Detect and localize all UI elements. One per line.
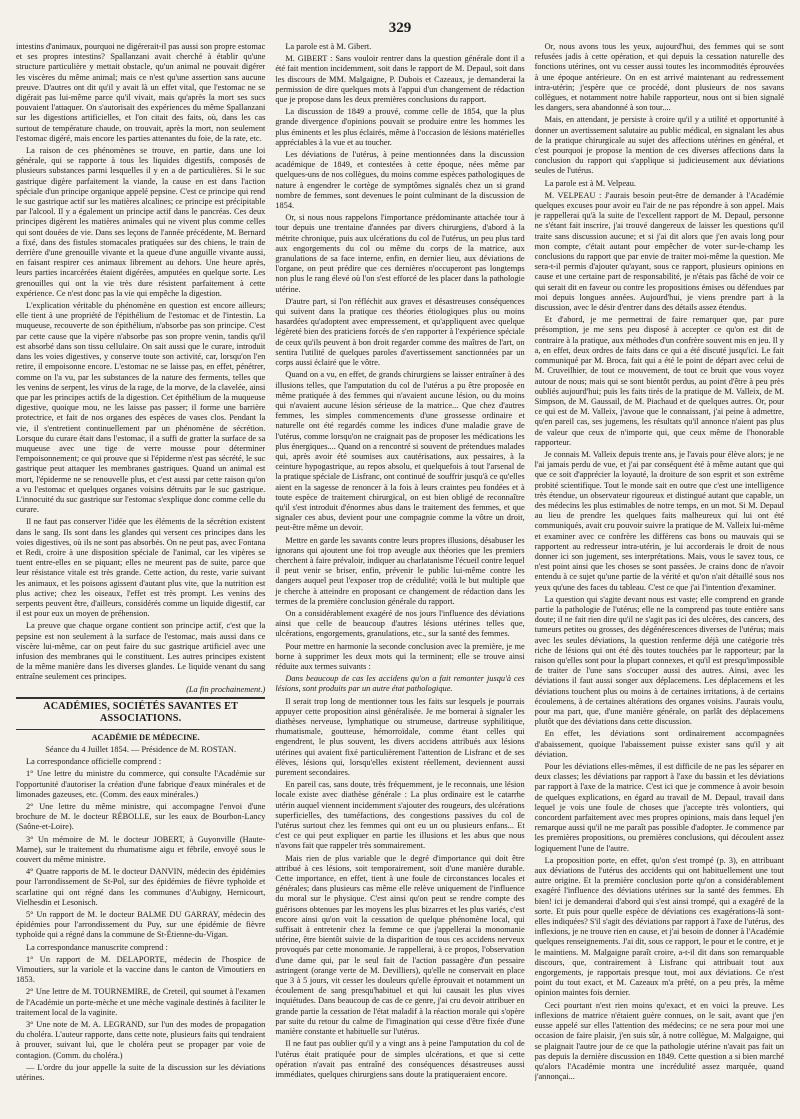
column-3 — [535, 42, 784, 1102]
paragraph: La proposition porte, en effet, qu'on s'est trompé (p. 3), en attribuant aux déviations de l'utérus des accidents qui ont habituellement une tout autre origine. Et la première conclusion porte qu'on a considérablement exagéré l'influence des déviations utérines sur la santé des femmes. Eh bien! ici je demanderai d'abord qui s'est ainsi trompé, qui a exagéré de la sorte. Et puis pour quelle espèce de déviations ces exagérations-là sont-elles indiquées? S'il s'agit des déviations par rapport à l'axe de l'utérus, des inflexions, je ne trouve rien en cause, et j'ai besoin de donner à l'Académie quelques renseignements. J'ai dit, sous ce rapport, le pour et le contre, et je le maintiens. M. Malgaigne paraît croire, a-t-il dit dans son remarquable discours, que, contrairement à Lisfranc qui attribuait tout aux engorgements, je rapportais presque tout, moi aux déviations. Ce n'est point du tout exact, et M. Cazeaux m'a prêté, on a peu près, la même opinion maintes fois dernier. — [534, 855, 784, 998]
session-line: Séance du 4 Juillet 1854. — Présidence de M. ROSTAN. — [45, 745, 237, 754]
section-divider-bottom — [16, 729, 265, 730]
paragraph: M. VELPEAU : J'aurais besoin peut-être de demander à l'Académie quelques excuses pour avoir eu l'air de ne pas répondre à son appel. Mais je rappellerai qu'à la suite de l'excellent rapport de M. Depaul, personne ne s'étant fait inscrire, j'ai trouvé dangereux de laisser les questions qu'il traite sans discussion aucune; et si j'ai dit alors que j'en avais long pour mon compte, c'était autant pour empêcher de voter sur-le-champ les conclusions du rapport que par envie de traiter moi-même la question. Me sera-t-il permis d'ajouter qu'ayant, sous ce rapport, plusieurs opinions en cause et une certaine part de responsabilité, je n'étais pas fâché de voir ce qui serait dit en faveur ou contre les propositions émises ou défendues par moi depuis longues années. Aujourd'hui, je viens prendre part à la discussion, avec le désir d'entrer dans des détails assez étendus. — [534, 190, 784, 313]
paragraph: En effet, les déviations sont ordinairement accompagnées d'abaissement, quoique l'abaissement puisse exister sans qu'il y ait déviation. — [534, 729, 784, 759]
academy-heading: ACADÉMIE DE MÉDECINE. — [91, 732, 200, 742]
correspondence-item: 1° Une lettre du ministre du commerce, qui consulte l'Académie sur l'opportunité d'autoriser la création d'une fabrique d'eaux minérales et de limonades gazeuses, etc. (Comm. des eaux minérales.) — [16, 769, 266, 799]
paragraph: Mettre en garde les savants contre leurs propres illusions, désabuser les ignorans qui ajoutent une foi trop aveugle aux théories que les premiers cherchent à faire prévaloir, indiquer au charlatanisme l'écueil contre lequel il peut venir se briser, enfin, prévenir le public lui-même contre les dangers auquel peut l'exposer trop de crédulité; voilà le but multiple que je cherche à atteindre en proposant ce changement de rédaction dans les termes de la première conclusion générale du rapport. — [275, 535, 525, 606]
column-1 — [16, 42, 265, 1102]
paragraph: M. GIBERT : Sans vouloir rentrer dans la question générale dont il a été fait mention incidemment, soit dans le rapport de M. Depaul, soit dans les discours de MM. Malgaigne, P. Dubois et Cazeaux, je demanderai la permission de dire quelques mots à l'appui d'un changement de rédaction que je propose dans les deux premières conclusions du rapport. — [275, 54, 525, 105]
correspondence-item: 3° Une note de M. A. LEGRAND, sur l'un des modes de propagation du choléra. L'auteur rapporte, dans cette note, plusieurs faits qui tendraient à prouver, suivant lui, que le choléra peut se propager par voie de contagion. (Comm. du choléra.) — [16, 1020, 266, 1060]
section-divider-top — [16, 697, 265, 699]
paragraph: La correspondance officielle comprend : — [26, 757, 162, 767]
paragraph: La question qui s'agite devant nous est vaste; elle comprend en grande partie la pathologie de l'utérus; elle ne la comprend pas toute entière sans doute; il ne fait rien dire qu'il ne s'agit pas ici des ulcères, des cancers, des tumeurs petites ou grosses, des dégénérescences diverses de l'utérus; mais avec les seules déviations, la question renferme déjà une catégorie très riche de lésions qui ont été dès toutes touchées par le rapporteur; par la raison qu'elles sont pour la plupart connexes, et qu'il est presqu'impossible de traiter de l'une sans s'occuper aussi des autres. Ainsi, avec les déviations il faut aussi songer aux déplacemens. Les déplacemens et les déviations touchent plus ou moins à de certaines irritations, à de certains écoulemens, à de certaines altérations des organes voisins. J'aurais voulu, pour ma part, que, d'une manière générale, on parlât des déplacemens plutôt que des déviations dans cette discussion. — [534, 594, 784, 727]
page-number: 329 — [388, 20, 412, 36]
paragraph: L'explication véritable du phénomène en question est encore ailleurs; elle tient à une propriété de l'épithélium de l'estomac et de l'intestin. La muqueuse, recouverte de son épithélium, n'absorbe pas son principe. C'est par cette cause que la vipère n'absorbe pas son propre venin, tandis qu'il est absorbé dans son tissu cellulaire. On sait aussi que le curare, introduit dans les voies digestives, y conserve toute son activité, car, lorsqu'on l'en retire, il empoisonne encore. L'estomac ne se laisse pas, en effet, pénétrer, comme on l'a vu, par les substances de la nature des ferments, telles que les venins de serpent, les virus de la rage, de la morve, de la clavelée, ainsi que par les principes actifs de la digestion. Cet épithélium de la muqueuse digestive, quoique mou, ne les laisse pas passer; il forme une barrière protectrice, et fait de nos organes des espèces de vases clos. Pendant la vie, il s'entretient continuellement par un phénomène de sécrétion. Lorsque du curare était dans l'estomac, il a suffi de gratter la surface de sa muqueuse avec une tige de verre mousse pour déterminer l'empoisonnement; ce qui prouve que si l'épiderme n'est pas sécrété, le suc gastrique peut attaquer les membranes gastriques. Quand un animal est mort, l'épiderme ne se renouvelle plus, et c'est aussi par cette raison qu'on a vu l'estomac et quelques organes voisins détruits par le suc gastrique. L'innocuité du suc gastrique sur l'estomac s'explique donc comme celle du curare. — [16, 301, 266, 515]
paragraph: La preuve que chaque organe contient son principe actif, c'est que la pepsine est non seulement à la surface de l'estomac, mais aussi dans ce viscère lui-même, car on peut faire du suc gastrique artificiel avec une infusion des membranes qui le constituent. Les autres principes existent de la même manière dans les diverses glandes. Le liquide venant du sang entraîne seulement ces principes. — [16, 621, 266, 682]
paragraph: La raison de ces phénomènes se trouve, en partie, dans une loi générale, qui se rapporte à tous les liquides digestifs, composés de plusieurs substances parmi lesquelles il y en a de particulières. Si le suc gastrique digère parfaitement la viande, la cause en est dans l'action spéciale d'un principe organique appelé pepsine. C'est ce principe qui rend le suc gastrique actif sur les matières alcalines; ce principe est précipitable par l'alcool. Il y a également un principe actif dans le pancréas. Ces deux principes digèrent les matières animales qui ne vivent plus comme celles qui sont douées de vie. Dans ses leçons de l'année précédente, M. Bernard a fixé, dans des fistules stomacales pratiquées sur des chiens, le train de derrière d'une grenouille vivante et la queue d'une anguille vivante aussi, en faisant respirer ces animaux librement au dehors. Une heure après, leurs parties incarcérées étaient digérées, amputées en quelque sorte. Les grenouilles qui ont la vie très dure résistent parfaitement à cette expérience. Ce n'est donc pas la vie qui empêche la digestion. — [16, 146, 266, 298]
paragraph: Pour mettre en harmonie la seconde conclusion avec la première, je me borne à supprimer les deux mots qui la terminent; elle se trouve ainsi réduite aux termes suivants : — [275, 641, 525, 671]
paragraph: En pareil cas, sans doute, très fréquemment, je le reconnais, une lésion locale existe avec diathèse générale : La plus ordinaire est le catarrhe utérin auquel viennent incidemment s'ajouter des rougeurs, des ulcérations superficielles, des tuméfactions, des congestions passives du col de l'utérus surtout chez les femmes qui ont eu un ou plusieurs enfans... Et c'est ce qui peut expliquer en partie les illusions et les abus que nous n'avons fait que rappeler très sommairement. — [275, 780, 525, 851]
correspondence-item: 4° Quatre rapports de M. le docteur DANVIN, médecin des épidémies pour l'arrondissement de St-Pol, sur des épidémies de fièvre typhoïde et scarlatine qui ont régné dans les communes d'Aubigny, Hernicourt, Vielhesdin et Lesonisch. — [16, 867, 266, 907]
paragraph: Il serait trop long de mentionner tous les faits sur lesquels je pourrais appuyer cette proposition ainsi généralisée. Je me bornerai à signaler les diathèses nerveuse, lymphatique ou strumeuse, dartreuse syphilitique, rhumatismale, goutteuse, hémorroïdale, comme étant celles qui engendrent, le plus souvent, les divers accidens attribués aux lésions utérines qui avaient fixé particulièrement l'attention de Lisfranc et de ses élèves, lésions qui, lorsqu'elles existent réellement, deviennent aussi purement secondaires. — [275, 696, 525, 778]
paragraph: La parole est à M. Velpeau. — [544, 178, 637, 188]
paragraph: D'autre part, si l'on réfléchit aux graves et désastreuses conséquences qui suivent dans la pratique ces théories étiologiques plus ou moins hasardées qu'adoptent avec empressement, et qu'appliquent avec quelque légèreté bien des praticiens forcés de s'en rapporter à l'expérience spéciale de ceux qu'ils peuvent à bon droit regarder comme des maîtres de l'art, on sentira l'utilité de quelques paroles d'avertissement sanctionnées par un corps aussi éclairé que le vôtre. — [275, 296, 525, 368]
paragraph: Mais, en attendant, je persiste à croire qu'il y a utilité et opportunité à donner un avertissement salutaire au public médical, en signalant les abus de la pratique chirurgicale au sujet des affections utérines en général, et c'est pourquoi je propose la mention de ces diverses affections dans la conclusion du rapport qui s'applique si judicieusement aux déviations seules de l'utérus. — [534, 115, 784, 176]
paragraph: Et d'abord, je me permettrai de faire remarquer que, par pure présomption, je me sens peu disposé à accepter ce qu'on est dit de contraire à la pratique, aux méthodes d'un confrère souvent mis en jeu. Il y a, en effet, deux ordres de faits dans ce qui a été discuté jusqu'ici. Le fait communiqué par M. Broca, fait qui a été le point de départ avec celui de M. Cruveilhier, de tout ce mouvement, de tout ce bruit que vous voyez autour de nous; mais qui se sont bientôt perdus, au point d'être à peu près oubliés aujourd'hui; puis les faits tirés de la pratique de M. Valleix, de M. Simpson, de M. Gaussail, de M. Piachaud et de quelques autres. Or, pour ce qui est de M. Valleix, j'avoue que le connaissant, j'ai peine à admettre, qu'en pareil cas, ses jugemens, les résultats qu'il annonce n'aient pas plus de valeur que ceux de n'importe qui, que ceux même de l'honorable rapporteur. — [534, 315, 784, 447]
paragraph: Mais rien de plus variable que le degré d'importance qui doit être attribué à ces lésions, soit temporairement, soit d'une manière durable. Cette importance, en effet, tient à une foule de circonstances locales et générales; dans plusieurs cas même elle relève uniquement de l'influence du moral sur le physique. C'est ainsi qu'on peut se rendre compte des guérisons obtenues par les moyens les plus bizarres et les plus variés, c'est encore ainsi qu'on voit la cessation de quelque phénomène local, qui suffisait à entretenir chez la femme ce que j'appellerai la monomanie utérine, être bientôt suivie de la disparition de tous ces accidens nerveux provoqués par cette monomanie. Je rappellerai, à ce propos, l'observation d'une dame qui, par le seul fait de l'action passagère d'un pessaire astringent (orange verte de M. Devilliers), qu'elle ne conservait en place que 3 à 5 jours, vit cesser les douleurs qu'elle éprouvait et notamment un écoulement de sang presqu'habituel et qui lui causait les plus vives inquiétudes. Dans beaucoup de cas de ce genre, j'ai cru devoir attribuer en grande partie la cessation de l'état maladif à la réaction morale qui s'opère par suite du retour du calme de l'imagination qui cesse d'être fixée d'une manière constante et habituelle sur l'utérus. — [275, 853, 525, 1037]
paragraph: Je connais M. Valleix depuis trente ans, je l'avais pour élève alors; je ne l'ai jamais perdu de vue, et j'ai par conséquent été à même autant que qui que ce soit d'apprécier la loyauté, la droiture de son esprit et son extrême probité scientifique. Tout le monde sait en outre que c'est une intelligence très étendue, un observateur rigoureux et distingué autant que capable, un des médecins les plus estimables de notre temps, en un mot. Si M. Depaul au lieu de prendre les quelques faits malheureux qui lui ont été communiqués, avait cru pouvoir suivre la pratique de M. Valleix lui-même et examiner avec ce confrère les différens cas bons ou mauvais qui se rapportent au redresseur intra-utérin, je lui accorderais le droit de nous donner ici son jugement, ses interprétations. Mais, vous le savez tous, ce n'est point ainsi que les choses se sont passées. Je crains donc de n'avoir entendu à ce sujet qu'une partie de la vérité et qu'on n'ait détaillé sous nos yeux qu'une des faces du tableau. C'est ce que j'ai l'intention d'examiner. — [534, 449, 784, 592]
paragraph: La discussion de 1849 a prouvé, comme celle de 1854, que la plus grande divergence d'opinions pouvait se produire entre les hommes les plus éminents et les plus éclairés, même à l'occasion de lésions matérielles appréciables à la vue et au toucher. — [275, 107, 525, 147]
paragraph: La parole est à M. Gibert. — [285, 42, 372, 51]
column-2 — [275, 42, 524, 1102]
columns — [16, 42, 784, 1102]
correspondence-item: 2° Une lettre de M. TOURNEMIRE, de Creteil, qui soumet à l'examen de l'Académie un porte-mèche et une mèche vaginale destinés à faciliter le traitement local de la vaginite. — [16, 987, 266, 1017]
section-title: ACADÉMIES, SOCIÉTÉS SAVANTES ET ASSOCIATIONS. — [43, 700, 239, 724]
paragraph: On a considérablement exagéré de nos jours l'influence des déviations ainsi que celle de beaucoup d'autres lésions utérines telles que, ulcérations, engorgements, granulations, etc., sur la santé des femmes. — [275, 608, 525, 639]
paragraph: Il ne faut pas oublier qu'il y a vingt ans à peine l'amputation du col de l'utérus était pratiquée pour de simples ulcérations, et que si cette opération n'avait pas entraîné des conséquences désastreuses aussi immédiates, quelques chirurgiens sans doute la pratiqueraient encore. — [275, 1039, 525, 1079]
paragraph: — L'ordre du jour appelle la suite de la discussion sur les déviations utérines. — [16, 1062, 266, 1083]
paragraph: Il ne faut pas conserver l'idée que les éléments de la sécrétion existent dans le sang. Ils sont dans les glandes qui versent ces principes dans les voies digestives, où ils ne sont pas absorbés. On ne peut pas, avec Fontana et Redi, croire à une disposition spéciale de l'animal, car les vipères se tuent entre-elles en se piquant; elles ne meurent pas de suite, parce que leur résistance vitale est très grande. Cette action, du reste, varie suivant les animaux, et les poisons agissent d'autant plus vite, que la nutrition est plus active; chez les oiseaux, l'effet est très prompt. Les venins des serpents peuvent être, d'ailleurs, considérés comme un liquide digestif, car il est pour eux un moyen de préhension. — [16, 517, 266, 619]
paragraph: Or, nous avons tous les yeux, aujourd'hui, des femmes qui se sont refusées jadis à cette opération, et qui depuis la cessation naturelle des fonctions utérines, ont vu cesser aussi toutes les incommodités éprouvées à une époque antérieure. On en est arrivé maintenant au redressement intra-utérin; j'espère que ce procédé, dont plusieurs de nos savans collègues, et notamment notre habile rapporteur, nous ont si bien signalé les dangers, sera abandonné à son tour.... — [534, 42, 784, 113]
paragraph: Les déviations de l'utérus, à peine mentionnées dans la discussion académique de 1849, et contestées à cette époque, nées même par quelques-uns de nos collègues, du moins comme espèces pathologiques de nature à engendrer le cortège de symptômes signalés chez un si grand nombre de femmes, sont devenues le point culminant de la discussion de 1854. — [275, 150, 525, 211]
correspondence-item: 3° Un mémoire de M. le docteur JOBERT, à Guyonville (Haute-Marne), sur le traitement du rhumatisme aigu et fébrile, envoyé sous le couvert du même ministre. — [16, 834, 266, 865]
correspondence-item: 2° Une lettre du même ministre, qui accompagne l'envoi d'une brochure de M. le docteur RÉBOLLE, sur les eaux de Bourbon-Lancy (Saône-et-Loire). — [16, 802, 266, 832]
end-note: (La fin prochainement.) — [186, 684, 266, 694]
paragraph: Dans beaucoup de cas les accidens qu'on a fait remonter jusqu'à ces lésions, sont produits par un autre état pathologique. — [275, 674, 525, 694]
correspondence-item: 5° Un rapport de M. le docteur BALME DU GARRAY, médecin des épidémies pour l'arrondissement du Puy, sur une épidémie de fièvre typhoïde qui a régné dans la commune de St-Étienne-du-Vigan. — [16, 910, 266, 940]
paragraph: Ceci pourtant n'est rien moins qu'exact, et en voici la preuve. Les inflexions de matrice n'étaient guère connues, on le sait, avant que j'en eusse appelé sur elles l'attention des médecins; ce ne sera pour moi une occasion de faire plaisir, j'en suis sûr, à notre collègue, M. Malgaigne, qui se plaignait l'autre jour de ce que la pathologie utérine n'avait pas fait un pas depuis la dernière discussion en 1849. Cette question a si bien marché qu'alors l'Académie montra une incrédulité assez marquée, quand j'annonçai... — [534, 1000, 784, 1082]
correspondence-item: 1° Un rapport de M. DELAPORTE, médecin de l'hospice de Vimoutiers, sur la variole et la vaccine dans le canton de Vimoutiers en 1853. — [16, 954, 266, 985]
paragraph: Or, si nous nous rappelons l'importance prédominante attachée tour à tour depuis une trentaine d'années par divers chirurgiens, d'abord à la métrite chronique, puis aux ulcérations du col de l'utérus, un peu plus tard aux engorgements du col ou même du corps de la matrice, aux granulations de sa face interne, enfin, en dernier lieu, aux déviations de l'organe, on peut prédire que ces dernières n'occuperont pas longtemps non plus le rang élevé où l'on s'est efforcé de les placer dans la pathologie utérine. — [275, 213, 525, 294]
paragraph: La correspondance manuscrite comprend : — [26, 942, 168, 952]
paragraph: Quand on a vu, en effet, de grands chirurgiens se laisser entraîner à des illusions telles, que l'amputation du col de l'utérus a pu être proposée en même pratiquée à des femmes qui n'avaient aucune lésion, ou du moins qui n'avaient aucune lésion sérieuse de la matrice... Que chez d'autres femmes, les simples commencements d'une grossesse ordinaire et naturelle ont été regardés comme les indices d'une maladie grave de l'utérus, comme lorsqu'on ne craignait pas de proposer les médications les plus énergiques.... Quand on a rencontré si souvent de prétendues malades qui, après avoir été soumises aux cautérisations, aux pessaires, à la ceinture hypogastrique, au repos absolu, et quelquefois à tout l'arsenal de la pratique spéciale de Lisfranc, ont continué de souffrir jusqu'à ce qu'elles aient en la sagesse de renoncer à la fois à leurs craintes peu fondées et à toute espèce de traitement chirurgical, on est bien obligé de reconnaître qu'il s'est introduit d'énormes abus dans le traitement des femmes, et que signaler ces abus, devient pour une compagnie comme la vôtre un droit, peut-être même un devoir. — [275, 370, 525, 533]
paragraph: Pour les déviations elles-mêmes, il est difficile de ne pas les séparer en deux classes; les déviations par rapport à l'axe du bassin et les déviations par rapport à l'axe de la matrice. C'est ici que je commence à avoir besoin de quelques explications, en égard au travail de M. Depaul, travail dans lequel je vois une foule de choses que j'accepte très volontiers, qui concordent parfaitement avec mes propres opinions, mais dans lequel j'en remarque aussi qu'il ne me paraît pas possible d'adopter. Je commence par les premières propositions, ou premières conclusions, qui découlent assez logiquement l'une de l'autre. — [534, 762, 784, 853]
paragraph: intestins d'animaux, pourquoi ne digérerait-il pas aussi son propre estomac et ses propres intestins? Spallanzani avait cherché à établir qu'une structure particulière y mettait obstacle, qu'un animal ne pouvait digérer les viscères du même animal; mais ce n'est qu'une assertion sans aucune preuve. D'autres ont dit qu'il y avait là un effet vital, que l'estomac ne se digérait pas lui-même parce qu'il vivait, mais qu'après la mort ses sucs pouvaient l'attaquer. On s'autorisait des expériences du même Spallanzani sur les digestions artificielles, et l'on citait des faits, où, dans les cas surtout de température chaude, on trouvait, après la mort, non seulement l'estomac digéré, mais encore les parties attenantes du foie, de la rate, etc. — [16, 42, 266, 143]
